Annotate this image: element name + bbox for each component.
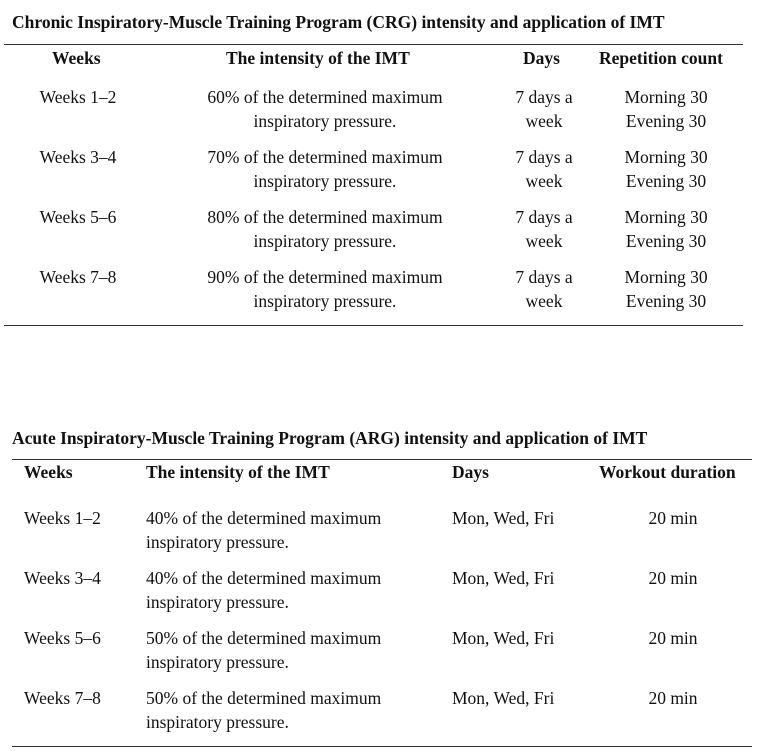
crg-rep-cell-line1: Morning 30	[624, 267, 708, 287]
crg-intensity-cell-line2: inspiratory pressure.	[253, 231, 397, 251]
arg-header-days: Days	[452, 462, 489, 482]
arg-weeks-cell: Weeks 3–4	[24, 568, 101, 588]
crg-rep-cell-line2: Evening 30	[625, 171, 707, 191]
crg-days-cell-line1: 7 days a	[515, 147, 573, 167]
crg-header-days: Days	[523, 48, 560, 68]
crg-intensity-cell-line2: inspiratory pressure.	[253, 111, 397, 131]
arg-intensity-cell-line2: inspiratory pressure.	[146, 532, 289, 552]
crg-days-cell-line2: week	[525, 291, 563, 311]
crg-days-cell-line1: 7 days a	[515, 267, 573, 287]
arg-intensity-cell-line2: inspiratory pressure.	[146, 592, 289, 612]
crg-days-cell-line1: 7 days a	[515, 207, 573, 227]
crg-rep-cell-line1: Morning 30	[624, 207, 708, 227]
crg-table-caption: Chronic Inspiratory-Muscle Training Program (CRG) intensity and application of IMT	[12, 12, 665, 32]
crg-intensity-cell-line1: 70% of the determined maximum	[207, 147, 443, 167]
arg-table-caption: Acute Inspiratory-Muscle Training Program (ARG) intensity and application of IMT	[12, 428, 648, 448]
arg-intensity-cell-line1: 50% of the determined maximum	[146, 628, 382, 648]
crg-weeks-cell: Weeks 1–2	[39, 87, 117, 107]
crg-rep-cell-line2: Evening 30	[625, 291, 707, 311]
crg-days-cell-line2: week	[525, 111, 563, 131]
arg-duration-cell: 20 min	[648, 688, 698, 708]
arg-top-rule	[12, 459, 752, 460]
arg-intensity-cell-line2: inspiratory pressure.	[146, 712, 289, 732]
arg-days-cell: Mon, Wed, Fri	[452, 508, 555, 528]
arg-header-weeks: Weeks	[24, 462, 73, 482]
crg-bottom-rule	[4, 325, 743, 326]
crg-rep-cell-line2: Evening 30	[625, 231, 707, 251]
crg-header-weeks: Weeks	[52, 48, 101, 68]
crg-days-cell-line1: 7 days a	[515, 87, 573, 107]
crg-days-cell-line2: week	[525, 231, 563, 251]
crg-intensity-cell-line2: inspiratory pressure.	[253, 171, 397, 191]
arg-duration-cell: 20 min	[648, 568, 698, 588]
arg-weeks-cell: Weeks 5–6	[24, 628, 101, 648]
arg-intensity-cell-line1: 40% of the determined maximum	[146, 568, 382, 588]
arg-duration-cell: 20 min	[648, 508, 698, 528]
arg-intensity-cell-line1: 40% of the determined maximum	[146, 508, 382, 528]
crg-header-repetition: Repetition count	[599, 48, 723, 68]
crg-rep-cell-line1: Morning 30	[624, 87, 708, 107]
crg-intensity-cell-line1: 90% of the determined maximum	[207, 267, 443, 287]
crg-intensity-cell-line1: 60% of the determined maximum	[207, 87, 443, 107]
arg-intensity-cell-line1: 50% of the determined maximum	[146, 688, 382, 708]
crg-top-rule	[4, 44, 743, 45]
crg-rep-cell-line1: Morning 30	[624, 147, 708, 167]
arg-header-intensity: The intensity of the IMT	[146, 462, 330, 482]
crg-days-cell-line2: week	[525, 171, 563, 191]
arg-weeks-cell: Weeks 7–8	[24, 688, 101, 708]
arg-weeks-cell: Weeks 1–2	[24, 508, 101, 528]
arg-duration-cell: 20 min	[648, 628, 698, 648]
arg-days-cell: Mon, Wed, Fri	[452, 688, 555, 708]
arg-intensity-cell-line2: inspiratory pressure.	[146, 652, 289, 672]
arg-days-cell: Mon, Wed, Fri	[452, 568, 555, 588]
arg-days-cell: Mon, Wed, Fri	[452, 628, 555, 648]
crg-weeks-cell: Weeks 5–6	[39, 207, 117, 227]
crg-intensity-cell-line2: inspiratory pressure.	[253, 291, 397, 311]
crg-rep-cell-line2: Evening 30	[625, 111, 707, 131]
crg-weeks-cell: Weeks 3–4	[39, 147, 117, 167]
crg-intensity-cell-line1: 80% of the determined maximum	[207, 207, 443, 227]
arg-header-duration: Workout duration	[599, 462, 736, 482]
arg-bottom-rule	[12, 746, 752, 747]
crg-weeks-cell: Weeks 7–8	[39, 267, 117, 287]
crg-header-intensity: The intensity of the IMT	[226, 48, 410, 68]
